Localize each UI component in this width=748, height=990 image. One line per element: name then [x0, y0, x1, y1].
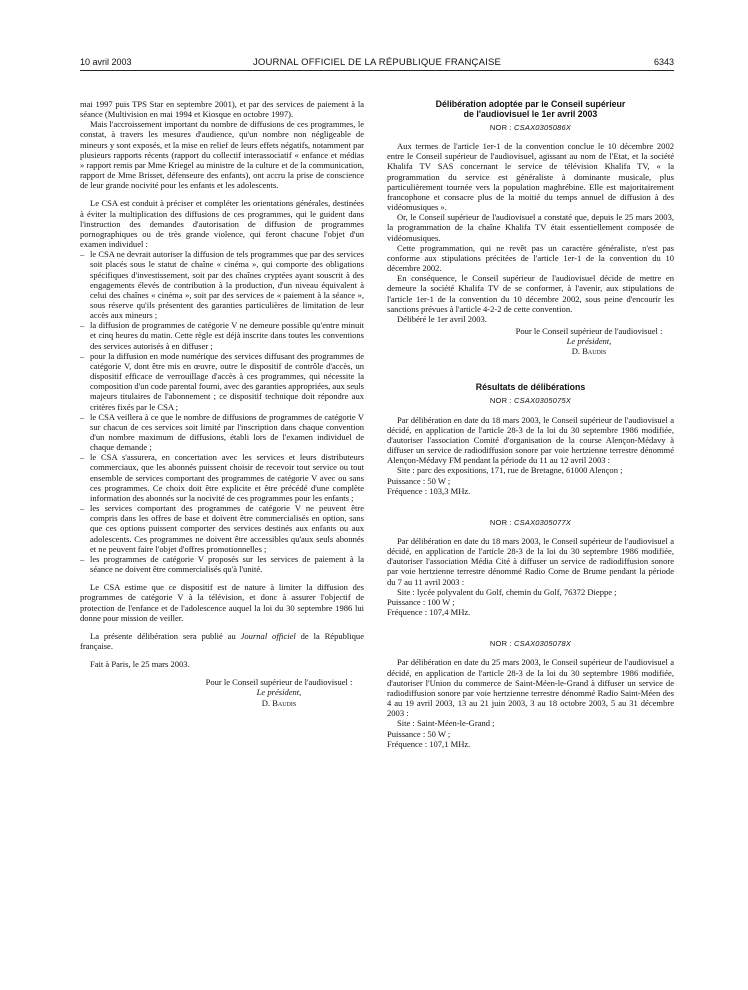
list-item: – le CSA s'assurera, en concertation avec les services et leurs distributeurs commerciaux, que les abonnés puissent choisir de recevoir tout service ou tout ensemble de services comportant des programmes de catégorie V avec ou sans ces programmes. Ce choix doit être explicite et être précédé d'une complète information des abonnés sur la nocivité de ces programmes pour les enfants ;: [80, 452, 364, 503]
signature-role: Le président,: [256, 687, 302, 698]
nor-reference: NOR : CSAX0305077X: [489, 517, 572, 527]
paragraph: En conséquence, le Conseil supérieur de l'audiovisuel décide de mettre en demeure la société Khalifa TV de se conformer, à l'avenir, aux stipulations de l'article 1er-1 de la convention du 10 décembre 2002, sous peine d'encourir les sanctions prévues à l'article 4-2-2 de cette convention.: [387, 273, 674, 314]
right-column: [387, 99, 674, 749]
frequency-line: Fréquence : 107,1 MHz.: [387, 738, 471, 749]
paragraph: Cette programmation, qui ne revêt pas un caractère généraliste, n'est pas conforme aux stipulations précitées de l'article 1er-1 de la convention du 10 décembre 2002.: [387, 242, 674, 274]
header-journal-title: JOURNAL OFFICIEL DE LA RÉPUBLIQUE FRANÇAISE: [252, 57, 502, 68]
site-line: Site : lycée polyvalent du Golf, chemin du Golf, 76372 Dieppe ;: [397, 586, 617, 597]
paragraph: Mais l'accroissement important du nombre de diffusions de ces programmes, le constat, à travers les mesures d'audience, qu'un nombre non négligeable de mineurs y sont exposés, et la mise en relief de leurs effets négatifs, notamment par plusieurs rapports récents (rapport du collectif interassociatif « enfance et médias » rapport remis par Mme Kriegel au ministre de la culture et de la communication, rapport de Mme Brisset, défenseure des enfants), ont accru la prise de conscience de leur grande nocivité pour les enfants et les adolescents.: [80, 119, 364, 191]
paragraph: Le CSA estime que ce dispositif est de nature à limiter la diffusion des programmes de catégorie V à la télévision, et donc à assurer l'objectif de protection de l'enfance et de l'adolescence auquel la loi du 30 septembre 1986 lui donne pour mission de veiller.: [80, 582, 364, 623]
left-column: [80, 99, 364, 708]
power-line: Puissance : 50 W ;: [387, 728, 451, 739]
orientation-list: [80, 249, 364, 574]
list-item: – le CSA ne devrait autoriser la diffusion de tels programmes que par des services soit placés sous le statut de chaîne « cinéma », qui comporte des obligations spécifiques d'investissement, soit par des chaînes cryptées ayant souscrit à des engagements élevés de contribution à la production, d'un niveau équivalent à celui des chaînes « cinéma », soit par des services de « paiement à la séance », sous réserve qu'ils présentent des garanties particulières de limitation de leur accès aux mineurs ;: [80, 249, 364, 320]
signature-name: D. Baudis: [261, 697, 297, 708]
paragraph: Or, le Conseil supérieur de l'audiovisuel a constaté que, depuis le 25 mars 2003, la programmation de la chaîne Khalifa TV était essentiellement composée de vidéomusiques.: [387, 212, 674, 243]
paragraph: Par délibération en date du 18 mars 2003, le Conseil supérieur de l'audiovisuel a décidé, en application de l'article 28-3 de la loi du 30 septembre 1986 modifiée, d'autoriser l'association Comité d'organisation de la course Alençon-Médavy à diffuser un service de radiodiffusion sonore par voie hertzienne terrestre dénommé Alençon-Médavy FM pendant la période du 11 au 12 avril 2003 :: [387, 414, 674, 466]
list-item: – le CSA veillera à ce que le nombre de diffusions de programmes de catégorie V sur chacun de ces services soit limité par l'inscription dans chaque convention d'un nombre maximum de diffusions, établi lors de l'examen individuel de chaque demande ;: [80, 412, 364, 453]
header-rule: [80, 70, 674, 71]
paragraph: Aux termes de l'article 1er-1 de la convention conclue le 10 décembre 2002 entre le Conseil supérieur de l'audiovisuel, agissant au nom de l'Etat, et la société Khalifa TV SAS concernant le service de télévision Khalifa TV, « la programmation du service est généraliste à dominante musicale, plus particulièrement tournée vers la population maghrébine. Elle est majoritairement francophone et consacre plus de la moitié du temps annuel de diffusion à des vidéomusiques ».: [387, 141, 674, 213]
site-line: Site : parc des expositions, 171, rue de Bretagne, 61000 Alençon ;: [397, 465, 623, 476]
frequency-line: Fréquence : 107,4 MHz.: [387, 607, 471, 618]
paragraph: Le CSA est conduit à préciser et compléter les orientations générales, destinées à éviter la multiplication des diffusions de ces programmes, qui le guident dans l'instruction des demandes d'autorisation de diffusion de programmes pornographiques ou de très grande violence, qui feront chacune l'objet d'un examen individuel :: [80, 198, 364, 250]
signature-role: Le président,: [566, 336, 612, 347]
deliberation-title: Délibération adoptée par le Conseil supérieur de l'audiovisuel le 1er avril 2003: [435, 99, 626, 119]
signature-for: Pour le Conseil supérieur de l'audiovisuel :: [515, 325, 663, 336]
paragraph: Délibéré le 1er avril 2003.: [397, 313, 487, 324]
header-date: 10 avril 2003: [80, 57, 132, 67]
nor-reference: NOR : CSAX0305075X: [489, 396, 572, 406]
site-line: Site : Saint-Méen-le-Grand ;: [397, 718, 495, 729]
publication-paragraph: La présente délibération sera publié au Journal officiel de la République française.: [80, 630, 364, 651]
power-line: Puissance : 100 W ;: [387, 596, 455, 607]
results-title: Résultats de délibérations: [475, 382, 586, 393]
signature-for: Pour le Conseil supérieur de l'audiovisuel :: [205, 677, 353, 688]
list-item: – les services comportant des programmes de catégorie V ne peuvent être compris dans les offres de base et doivent être commercialisés en option, sans que ces options puissent comporter des services destinés aux enfants ou aux adolescents. Ces programmes ne doivent être accessibles qu'aux seuls abonnés et ne peuvent faire l'objet d'offres promotionnelles ;: [80, 503, 364, 554]
paragraph: Par délibération en date du 25 mars 2003, le Conseil supérieur de l'audiovisuel a décidé, en application de l'article 28-3 de la loi du 30 septembre 1986 modifiée, d'autoriser l'Union du commerce de Saint-Méen-le-Grand à diffuser un service de radiodiffusion sonore par voie hertzienne terrestre dénommé Radio Saint-Méen des 4 au 19 avril 2003, 13 au 21 juin 2003, 3 au 18 octobre 2003, 5 au 31 décembre 2003 :: [387, 657, 674, 719]
power-line: Puissance : 50 W ;: [387, 475, 451, 486]
signature-block: [387, 326, 674, 356]
signature-name: D. Baudis: [571, 346, 607, 357]
paragraph: Par délibération en date du 18 mars 2003, le Conseil supérieur de l'audiovisuel a décidé, en application de l'article 28-3 de la loi du 30 septembre 1986 modifiée, d'autoriser l'association Média Cité à diffuser un service de radiodiffusion sonore par voie hertzienne terrestre dénommé Radio Corne de Brume pendant la période du 7 au 11 avril 2003 :: [387, 536, 674, 587]
signature-block: [80, 677, 364, 707]
nor-reference: NOR : CSAX0305086X: [489, 123, 572, 132]
frequency-line: Fréquence : 103,3 MHz.: [387, 485, 471, 496]
list-item: – pour la diffusion en mode numérique des services diffusant des programmes de catégorie V, dont être mis en œuvre, outre le dispositif de contrôle d'accès, un dispositif efficace de verrouillage d'accès à ces programmes, qui nécessite la composition d'un code parental fourni, avec des garanties appropriées, aux seuls majeurs titulaires de l'abonnement ; ce dispositif technique doit répondre aux critères fixés par le CSA ;: [80, 351, 364, 412]
paragraph: mai 1997 puis TPS Star en septembre 2001), et par des services de paiement à la séance (Multivision en mai 1994 et Kiosque en octobre 1997).: [80, 99, 364, 120]
header-page-number: 6343: [653, 57, 674, 67]
page-header: [80, 57, 674, 69]
list-item: – les programmes de catégorie V proposés sur les services de paiement à la séance ne doivent être commercialisés qu'à l'unité.: [80, 554, 364, 574]
nor-reference: NOR : CSAX0305078X: [489, 639, 572, 649]
list-item: – la diffusion de programmes de catégorie V ne demeure possible qu'entre minuit et cinq heures du matin. Cette règle est déjà inscrite dans toutes les conventions des services autorisés à en diffuser ;: [80, 320, 364, 350]
journal-officiel-text: Journal officiel: [240, 630, 296, 641]
date-paragraph: Fait à Paris, le 25 mars 2003.: [90, 659, 190, 670]
